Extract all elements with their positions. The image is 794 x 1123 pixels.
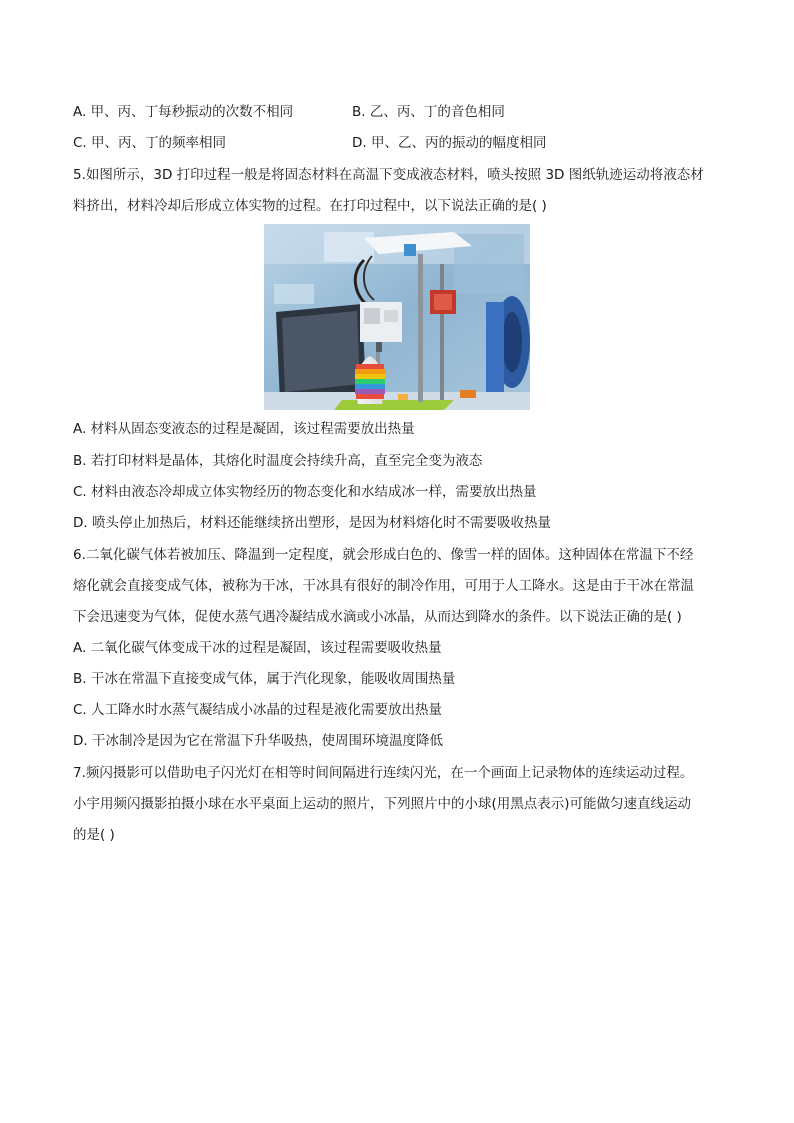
q6-stem-line-2: 熔化就会直接变成气体，被称为干冰，干冰具有很好的制冷作用，可用于人工降水。这是由于干冰在常温 bbox=[73, 578, 694, 594]
q5-stem-line-2: 料挤出，材料冷却后形成立体实物的过程。在打印过程中，以下说法正确的是( ) bbox=[73, 198, 547, 214]
q4-option-b: B. 乙、丙、丁的音色相同 bbox=[352, 104, 505, 120]
q4-option-d: D. 甲、乙、丙的振动的幅度相同 bbox=[352, 135, 547, 151]
q6-option-a: A. 二氧化碳气体变成干冰的过程是凝固，该过程需要吸收热量 bbox=[73, 640, 442, 656]
q4-option-a: A. 甲、丙、丁每秒振动的次数不相同 bbox=[73, 104, 294, 120]
q5-option-c: C. 材料由液态冷却成立体实物经历的物态变化和水结成冰一样，需要放出热量 bbox=[73, 484, 537, 500]
q7-stem-line-1: 7.频闪摄影可以借助电子闪光灯在相等时间间隔进行连续闪光，在一个画面上记录物体的连续运动过程。 bbox=[73, 765, 694, 781]
q6-stem-line-1: 6.二氧化碳气体若被加压、降温到一定程度，就会形成白色的、像雪一样的固体。这种固体在常温下不经 bbox=[73, 547, 694, 563]
q6-option-c: C. 人工降水时水蒸气凝结成小冰晶的过程是液化需要放出热量 bbox=[73, 702, 443, 718]
q5-stem-line-1: 5.如图所示，3D 打印过程一般是将固态材料在高温下变成液态材料，喷头按照 3D 图纸轨迹运动将液态材 bbox=[73, 167, 704, 183]
q6-stem-line-3: 下会迅速变为气体，促使水蒸气遇冷凝结成水滴或小冰晶，从而达到降水的条件。以下说法正确的是( ) bbox=[73, 609, 682, 625]
q6-option-b: B. 干冰在常温下直接变成气体，属于汽化现象，能吸收周围热量 bbox=[73, 671, 456, 687]
q7-stem-line-3: 的是( ) bbox=[73, 827, 115, 843]
q5-option-d: D. 喷头停止加热后，材料还能继续挤出塑形，是因为材料熔化时不需要吸收热量 bbox=[73, 515, 551, 531]
q5-option-b: B. 若打印材料是晶体，其熔化时温度会持续升高，直至完全变为液态 bbox=[73, 453, 483, 469]
3d-printer-photo bbox=[264, 224, 530, 410]
q6-option-d: D. 干冰制冷是因为它在常温下升华吸热，使周围环境温度降低 bbox=[73, 733, 443, 749]
q5-option-a: A. 材料从固态变液态的过程是凝固，该过程需要放出热量 bbox=[73, 421, 415, 437]
q7-stem-line-2: 小宇用频闪摄影拍摄小球在水平桌面上运动的照片，下列照片中的小球(用黑点表示)可能做匀速直线运动 bbox=[73, 796, 692, 812]
q4-option-c: C. 甲、丙、丁的频率相同 bbox=[73, 135, 227, 151]
